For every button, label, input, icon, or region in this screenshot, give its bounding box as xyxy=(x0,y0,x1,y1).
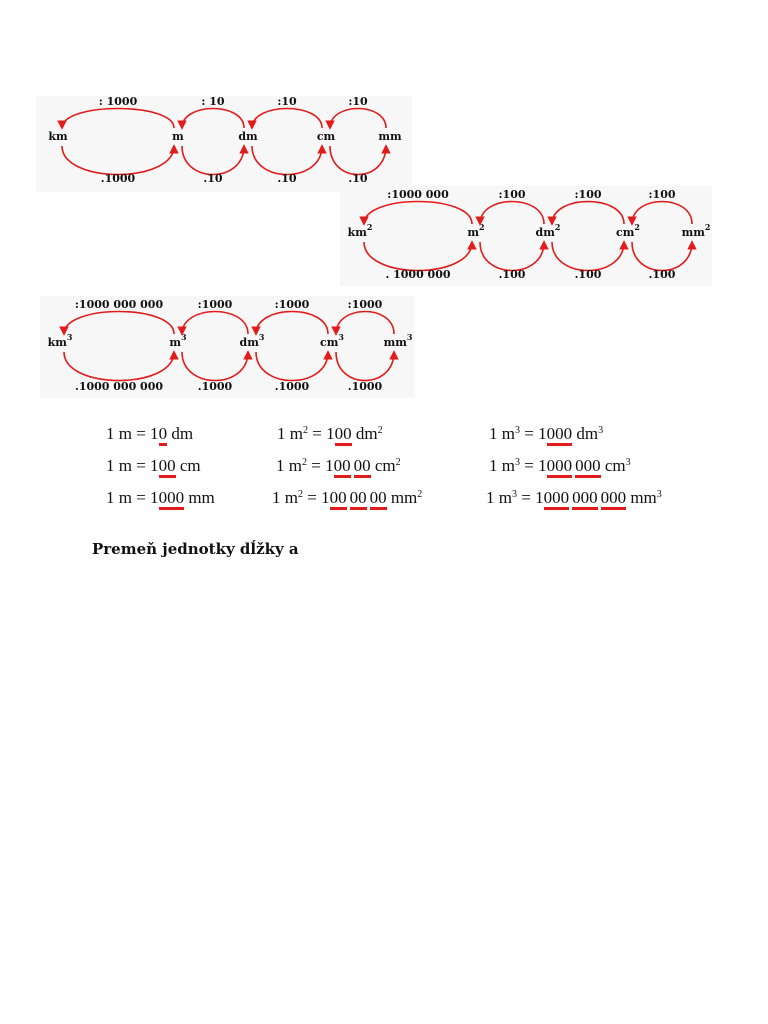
exponent: 2 xyxy=(377,425,383,436)
underlined-zeros: 00 xyxy=(335,424,352,446)
multiply-factor-label: .100 xyxy=(574,268,602,281)
unit-label-km: $km^2$ xyxy=(347,222,373,239)
underlined-zeros: 00 xyxy=(334,456,351,478)
equivalence-lhs: 1 m xyxy=(276,456,302,475)
underlined-zeros: 000 xyxy=(572,488,598,510)
divide-factor-label: :100 xyxy=(498,188,526,201)
equivalence xyxy=(276,456,401,476)
unit-label-mm: $mm^3$ xyxy=(383,332,413,349)
unit-label-m: $m^2$ xyxy=(467,222,485,239)
volume-conversion-diagram xyxy=(40,296,414,398)
exponent: 3 xyxy=(625,457,631,468)
divide-factor-label: :100 xyxy=(648,188,676,201)
equals-one: = 1 xyxy=(307,424,335,443)
exponent: 3 xyxy=(656,489,662,500)
unit-label-km: $km^3$ xyxy=(47,332,73,349)
multiply-arrow xyxy=(62,146,174,175)
underlined-zeros: 00 xyxy=(370,488,387,510)
divide-factor-label: :1000 xyxy=(347,298,383,311)
equivalence-lhs: 1 m xyxy=(489,424,515,443)
unit-label-mm: $mm^2$ xyxy=(681,222,711,239)
underlined-zeros: 0 xyxy=(159,424,168,446)
multiply-arrow xyxy=(256,352,328,381)
underlined-zeros: 000 xyxy=(575,456,601,478)
unit-label-cm: $cm^3$ xyxy=(320,332,344,349)
equals-one: = 1 xyxy=(306,456,334,475)
underlined-zeros: 00 xyxy=(354,456,371,478)
equivalence-unit: mm xyxy=(184,488,215,507)
divide-factor-label: :1000 xyxy=(274,298,310,311)
multiply-factor-label: .1000 xyxy=(197,380,233,393)
underlined-zeros: 000 xyxy=(547,456,573,478)
divide-arrow xyxy=(336,312,394,335)
exponent: 2 xyxy=(417,489,423,500)
divide-arrow xyxy=(182,312,248,335)
equivalence-unit: cm xyxy=(370,456,396,475)
equivalence-lhs: 1 m xyxy=(277,424,303,443)
divide-arrow xyxy=(64,312,174,335)
multiply-arrow xyxy=(552,242,624,271)
equivalence xyxy=(489,456,631,476)
divide-factor-label: : 1000 xyxy=(98,95,138,108)
underlined-zeros: 000 xyxy=(547,424,573,446)
multiply-arrow xyxy=(480,242,544,271)
divide-arrow xyxy=(62,109,174,129)
divide-arrow xyxy=(552,202,624,225)
unit-label-dm: $dm^2$ xyxy=(535,222,561,239)
divide-arrow xyxy=(182,109,244,129)
multiply-factor-label: .100 xyxy=(498,268,526,281)
area-conversion-diagram xyxy=(340,186,712,286)
equivalence xyxy=(486,488,662,508)
unit-label-m: $m^3$ xyxy=(169,332,187,349)
exponent: 3 xyxy=(598,425,604,436)
multiply-arrow xyxy=(632,242,692,271)
multiply-factor-label: .10 xyxy=(277,172,297,185)
multiply-factor-label: . 1000 000 xyxy=(385,268,451,281)
length-conversion-diagram xyxy=(36,96,412,192)
unit-label-cm: $cm^2$ xyxy=(616,222,640,239)
multiply-factor-label: .100 xyxy=(648,268,676,281)
unit-label-dm: dm xyxy=(238,130,258,143)
equals-one: = 1 xyxy=(302,488,330,507)
divide-factor-label: :1000 000 xyxy=(387,188,449,201)
multiply-factor-label: .10 xyxy=(203,172,223,185)
multiply-arrow xyxy=(252,146,322,175)
equivalence-unit: cm xyxy=(175,456,201,475)
equivalence-unit: cm xyxy=(600,456,626,475)
equivalence-lhs: 1 m xyxy=(272,488,298,507)
equivalence-unit: dm xyxy=(351,424,378,443)
equivalence-unit: mm xyxy=(626,488,657,507)
equivalence xyxy=(106,488,215,508)
equivalence-lhs: 1 m xyxy=(489,456,515,475)
exponent: 3 xyxy=(514,425,520,436)
multiply-arrow xyxy=(336,352,394,381)
multiply-arrow xyxy=(182,352,248,381)
divide-arrow xyxy=(252,109,322,129)
equivalence-unit: dm xyxy=(167,424,194,443)
equivalence-unit: mm xyxy=(386,488,418,507)
divide-arrow xyxy=(480,202,544,225)
exercise-heading: Premeň jednotky dĺžky a xyxy=(92,540,299,558)
equivalence-lhs: 1 m = 1 xyxy=(106,456,159,475)
equivalence xyxy=(272,488,422,508)
unit-label-dm: $dm^3$ xyxy=(239,332,265,349)
multiply-factor-label: .1000 000 000 xyxy=(74,380,164,393)
divide-factor-label: :1000 000 000 xyxy=(74,298,164,311)
exponent: 2 xyxy=(301,457,307,468)
equals-one: = 1 xyxy=(519,456,547,475)
exponent: 3 xyxy=(514,457,520,468)
multiply-factor-label: .10 xyxy=(348,172,368,185)
equivalence-lhs: 1 m = 1 xyxy=(106,488,159,507)
divide-factor-label: :10 xyxy=(277,95,297,108)
length-diagram-svg xyxy=(36,96,412,192)
unit-label-cm: cm xyxy=(316,130,336,143)
area-diagram-svg xyxy=(340,186,712,286)
multiply-factor-label: .1000 xyxy=(100,172,136,185)
volume-diagram-svg xyxy=(40,296,414,398)
exponent: 3 xyxy=(511,489,517,500)
unit-label-m: m xyxy=(172,130,184,143)
equivalence xyxy=(277,424,383,444)
underlined-zeros: 00 xyxy=(350,488,367,510)
multiply-factor-label: .1000 xyxy=(347,380,383,393)
multiply-arrow xyxy=(364,242,472,271)
exponent: 2 xyxy=(297,489,303,500)
divide-factor-label: : 10 xyxy=(201,95,225,108)
equivalence xyxy=(106,424,193,444)
underlined-zeros: 00 xyxy=(159,456,176,478)
divide-arrow xyxy=(330,109,386,129)
equivalence xyxy=(489,424,603,444)
divide-arrow xyxy=(632,202,692,225)
equivalence-lhs: 1 m xyxy=(486,488,512,507)
divide-factor-label: :1000 xyxy=(197,298,233,311)
divide-arrow xyxy=(364,202,472,225)
multiply-factor-label: .1000 xyxy=(274,380,310,393)
underlined-zeros: 000 xyxy=(159,488,185,510)
equivalence-lhs: 1 m = 1 xyxy=(106,424,159,443)
divide-factor-label: :100 xyxy=(574,188,602,201)
unit-label-km: km xyxy=(48,130,68,143)
exponent: 2 xyxy=(395,457,401,468)
equivalence-unit: dm xyxy=(572,424,599,443)
multiply-arrow xyxy=(330,146,386,175)
equals-one: = 1 xyxy=(516,488,544,507)
underlined-zeros: 00 xyxy=(330,488,347,510)
exponent: 2 xyxy=(302,425,308,436)
multiply-arrow xyxy=(64,352,174,381)
equivalence xyxy=(106,456,201,476)
equals-one: = 1 xyxy=(519,424,547,443)
unit-label-mm: mm xyxy=(378,130,402,143)
divide-factor-label: :10 xyxy=(348,95,368,108)
underlined-zeros: 000 xyxy=(601,488,627,510)
underlined-zeros: 000 xyxy=(544,488,570,510)
multiply-arrow xyxy=(182,146,244,175)
divide-arrow xyxy=(256,312,328,335)
